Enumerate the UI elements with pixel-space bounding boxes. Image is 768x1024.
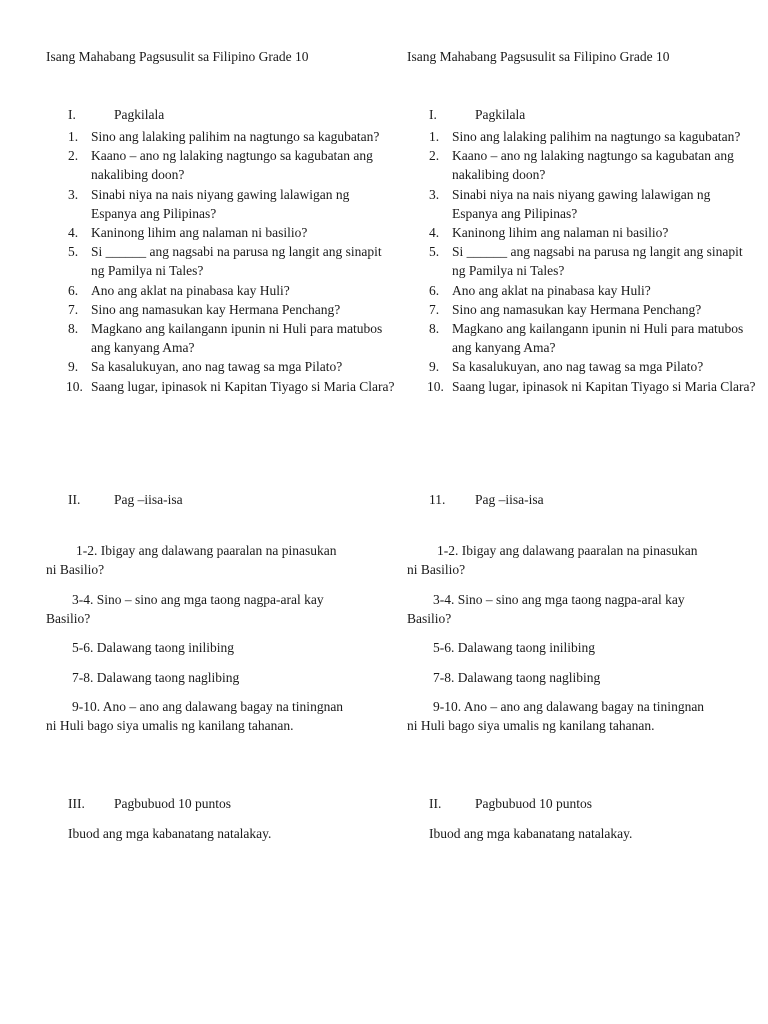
question-text: Si ______ ang nagsabi na parusa ng langit ang sinapit ng Pamilya ni Tales? — [91, 244, 382, 279]
enumeration-item: 5-6. Dalawang taong inilibing — [433, 640, 595, 655]
summary-instruction: Ibuod ang mga kabanatang natalakay. — [68, 826, 272, 841]
question-item — [46, 377, 396, 396]
question-item — [46, 127, 396, 146]
question-item — [46, 223, 396, 242]
section-number: 11. — [429, 492, 446, 507]
question-text: Magkano ang kailangann ipunin ni Huli para matubos ang kanyang Ama? — [452, 321, 744, 356]
question-number: 8. — [429, 321, 440, 337]
question-number: 10. — [427, 378, 444, 394]
question-item — [46, 300, 396, 319]
section-label: Pag –iisa-isa — [114, 492, 183, 507]
enumeration-item: 1-2. Ibigay ang dalawang paaralan na pinasukan ni Basilio? — [46, 543, 337, 578]
section-label: Pagbubuod 10 puntos — [475, 796, 593, 811]
question-item — [407, 223, 757, 242]
question-list — [407, 127, 757, 396]
question-item — [407, 127, 757, 146]
question-number: 7. — [429, 301, 440, 317]
enumeration-item: 7-8. Dalawang taong naglibing — [433, 670, 601, 685]
question-number: 6. — [429, 282, 440, 298]
question-number: 6. — [68, 282, 79, 298]
question-text: Kaano – ano ng lalaking nagtungo sa kagubatan ang nakalibing doon? — [452, 148, 734, 183]
section-number: II. — [429, 796, 442, 811]
section-label: Pag –iisa-isa — [475, 492, 544, 507]
question-number: 10. — [66, 378, 83, 394]
question-text: Si ______ ang nagsabi na parusa ng langit ang sinapit ng Pamilya ni Tales? — [452, 244, 743, 279]
question-item — [407, 185, 757, 223]
question-item — [407, 242, 757, 280]
question-number: 7. — [68, 301, 79, 317]
question-item — [407, 319, 757, 357]
exam-title: Isang Mahabang Pagsusulit sa Filipino Grade 10 — [46, 49, 309, 64]
section-2-heading — [429, 492, 544, 508]
section-label: Pagkilala — [475, 107, 526, 122]
question-text: Sino ang namasukan kay Hermana Penchang? — [91, 301, 341, 317]
question-text: Sa kasalukuyan, ano nag tawag sa mga Pilato? — [452, 359, 704, 375]
enumeration-item: 9-10. Ano – ano ang dalawang bagay na tiningnan ni Huli bago siya umalis ng kanilang tahanan. — [407, 699, 705, 734]
enumeration-item: 3-4. Sino – sino ang mga taong nagpa-aral kay Basilio? — [46, 592, 324, 627]
question-text: Ano ang aklat na pinabasa kay Huli? — [91, 282, 290, 298]
question-number: 9. — [68, 359, 79, 375]
question-item — [46, 146, 396, 184]
question-item — [46, 242, 396, 280]
question-item — [407, 146, 757, 184]
question-number: 1. — [68, 129, 79, 144]
section-number: II. — [68, 492, 81, 507]
section-number: I. — [429, 107, 437, 122]
question-item — [407, 281, 757, 300]
question-number: 3. — [68, 186, 79, 202]
question-text: Sino ang lalaking palihim na nagtungo sa kagubatan? — [91, 129, 380, 144]
question-item — [46, 281, 396, 300]
question-number: 5. — [429, 244, 440, 260]
section-number: III. — [68, 796, 85, 811]
section-1-heading — [68, 107, 164, 123]
question-text: Saang lugar, ipinasok ni Kapitan Tiyago si Maria Clara? — [452, 378, 756, 394]
question-item — [407, 300, 757, 319]
section-3-heading — [68, 796, 231, 812]
section-1-heading — [429, 107, 525, 123]
question-text: Kaninong lihim ang nalaman ni basilio? — [452, 225, 669, 241]
question-number: 8. — [68, 321, 79, 337]
question-number: 2. — [429, 148, 440, 164]
enumeration-item: 3-4. Sino – sino ang mga taong nagpa-aral kay Basilio? — [407, 592, 685, 627]
question-text: Ano ang aklat na pinabasa kay Huli? — [452, 282, 651, 298]
question-text: Kaninong lihim ang nalaman ni basilio? — [91, 225, 308, 241]
section-label: Pagkilala — [114, 107, 165, 122]
question-list — [46, 127, 396, 396]
question-text: Magkano ang kailangann ipunin ni Huli para matubos ang kanyang Ama? — [91, 321, 383, 356]
enumeration-item: 9-10. Ano – ano ang dalawang bagay na tiningnan ni Huli bago siya umalis ng kanilang tahanan. — [46, 699, 344, 734]
question-item — [46, 357, 396, 376]
section-2-heading — [68, 492, 183, 508]
question-number: 5. — [68, 244, 79, 260]
question-number: 2. — [68, 148, 79, 164]
question-text: Sino ang namasukan kay Hermana Penchang? — [452, 301, 702, 317]
question-number: 3. — [429, 186, 440, 202]
question-text: Sinabi niya na nais niyang gawing lalawigan ng Espanya ang Pilipinas? — [91, 186, 350, 221]
section-3-heading — [429, 796, 592, 812]
question-item — [407, 357, 757, 376]
question-item — [46, 319, 396, 357]
question-text: Sinabi niya na nais niyang gawing lalawigan ng Espanya ang Pilipinas? — [452, 186, 711, 221]
question-text: Kaano – ano ng lalaking nagtungo sa kagubatan ang nakalibing doon? — [91, 148, 373, 183]
summary-instruction: Ibuod ang mga kabanatang natalakay. — [429, 826, 633, 841]
enumeration-item: 1-2. Ibigay ang dalawang paaralan na pinasukan ni Basilio? — [407, 543, 698, 578]
enumeration-item: 7-8. Dalawang taong naglibing — [72, 670, 240, 685]
question-text: Saang lugar, ipinasok ni Kapitan Tiyago si Maria Clara? — [91, 378, 395, 394]
question-item — [407, 377, 757, 396]
question-item — [46, 185, 396, 223]
question-text: Sino ang lalaking palihim na nagtungo sa kagubatan? — [452, 129, 741, 144]
question-number: 4. — [429, 225, 440, 241]
section-number: I. — [68, 107, 76, 122]
exam-title: Isang Mahabang Pagsusulit sa Filipino Grade 10 — [407, 49, 670, 64]
question-text: Sa kasalukuyan, ano nag tawag sa mga Pilato? — [91, 359, 343, 375]
question-number: 4. — [68, 225, 79, 241]
question-number: 9. — [429, 359, 440, 375]
enumeration-item: 5-6. Dalawang taong inilibing — [72, 640, 234, 655]
question-number: 1. — [429, 129, 440, 144]
section-label: Pagbubuod 10 puntos — [114, 796, 232, 811]
